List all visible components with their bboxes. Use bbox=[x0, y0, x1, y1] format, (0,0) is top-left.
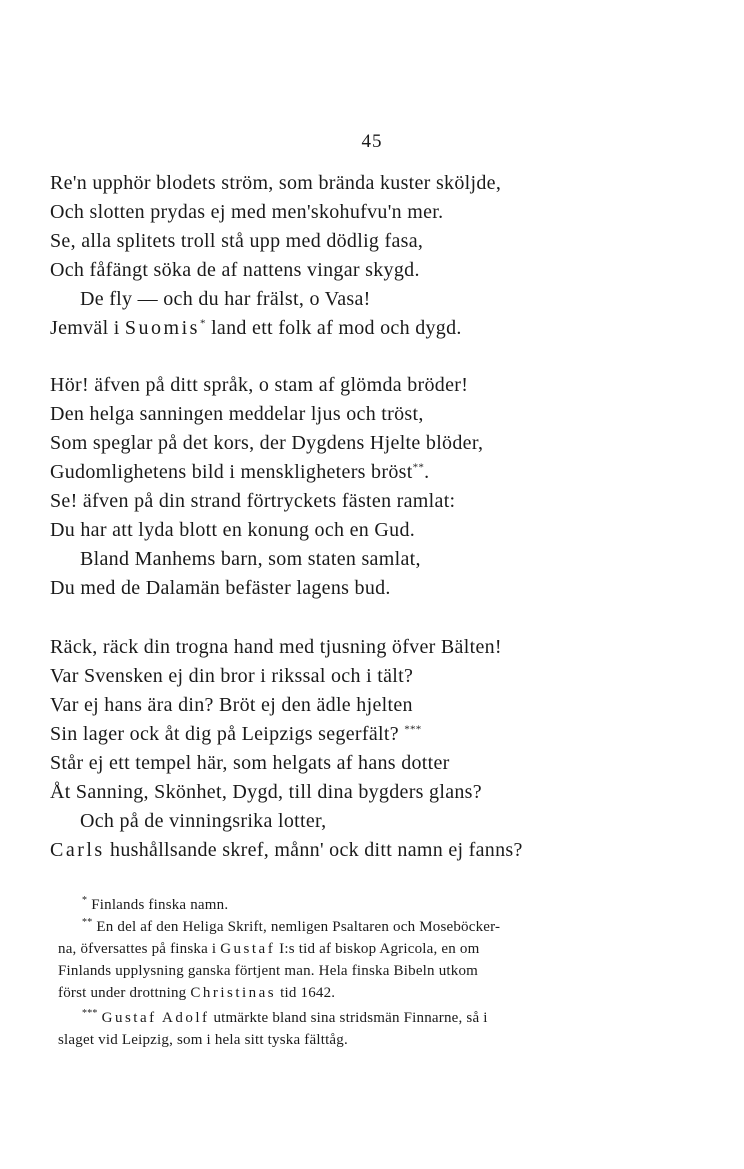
poem-line: Var Svensken ej din bror i rikssal och i tält? bbox=[50, 665, 414, 687]
footnote-text: tid 1642. bbox=[280, 985, 336, 1001]
footnote-text: utmärkte bland sina stridsmän Finnarne, så i bbox=[213, 1010, 488, 1026]
footnote-line bbox=[58, 941, 480, 958]
poem-line: Och slotten prydas ej med men'skohufvu'n mer. bbox=[50, 201, 444, 223]
poem-line bbox=[50, 839, 523, 862]
footnote-line: Finlands upplysning ganska förtjent man. Hela finska Bibeln utkom bbox=[58, 963, 479, 979]
footnote-text: na, öfversattes på finska i bbox=[58, 941, 217, 957]
poem-line: Var ej hans ära din? Bröt ej den ädle hjelten bbox=[50, 694, 413, 716]
footnote-line bbox=[82, 1010, 488, 1027]
poem-line: Hör! äfven på ditt språk, o stam af glömda bröder! bbox=[50, 374, 469, 396]
footnote-text: En del af den Heliga Skrift, nemligen Psaltaren och Moseböcker- bbox=[96, 919, 501, 935]
footnote-line bbox=[82, 897, 228, 914]
footnote-ref: * bbox=[199, 317, 206, 330]
poem-text: land ett folk af mod och dygd. bbox=[211, 317, 462, 339]
poem-line: Du med de Dalamän befäster lagens bud. bbox=[50, 577, 391, 599]
footnote-mark: *** bbox=[82, 1008, 98, 1019]
poem-text: hushållsande skref, månn' ock ditt namn ej fanns? bbox=[110, 839, 523, 861]
spaced-word: Gustaf bbox=[220, 941, 276, 957]
poem-line: Och fåfängt söka de af nattens vingar skygd. bbox=[50, 259, 420, 281]
poem-line: Se, alla splitets troll stå upp med dödlig fasa, bbox=[50, 230, 424, 252]
poem-text: Sin lager ock åt dig på Leipzigs segerfält? bbox=[50, 723, 399, 745]
poem-line: Räck, räck din trogna hand med tjusning öfver Bälten! bbox=[50, 636, 502, 658]
footnote-mark: * bbox=[82, 895, 88, 906]
poem-line: Re'n upphör blodets ström, som brända kuster sköljde, bbox=[50, 172, 502, 194]
spaced-word: Gustaf Adolf bbox=[101, 1010, 210, 1026]
poem-line bbox=[50, 317, 462, 340]
poem-line: Se! äfven på din strand förtryckets fästen ramlat: bbox=[50, 490, 456, 512]
footnote-text: I:s tid af biskop Agricola, en om bbox=[279, 941, 480, 957]
poem-line bbox=[50, 723, 422, 746]
poem-line: Bland Manhems barn, som staten samlat, bbox=[80, 548, 421, 570]
poem-line: Står ej ett tempel här, som helgats af hans dotter bbox=[50, 752, 450, 774]
footnote-text: först under drottning bbox=[58, 985, 187, 1001]
poem-line: Du har att lyda blott en konung och en Gud. bbox=[50, 519, 416, 541]
spaced-word: Christinas bbox=[190, 985, 277, 1001]
poem-text: . bbox=[424, 461, 430, 483]
footnote-mark: ** bbox=[82, 917, 93, 928]
spaced-word: Suomis bbox=[124, 317, 200, 339]
footnote-line bbox=[82, 919, 500, 936]
footnote-ref: *** bbox=[404, 723, 422, 736]
poem-line: Som speglar på det kors, der Dygdens Hjelte blöder, bbox=[50, 432, 484, 454]
poem-line: Den helga sanningen meddelar ljus och tröst, bbox=[50, 403, 424, 425]
spaced-word: Carls bbox=[50, 839, 105, 861]
poem-text: Gudomlighetens bild i menskligheters bröst bbox=[50, 461, 413, 483]
poem-line bbox=[50, 461, 429, 484]
poem-text: Jemväl i bbox=[50, 317, 120, 339]
footnote-line bbox=[58, 985, 335, 1002]
poem-line: Och på de vinningsrika lotter, bbox=[80, 810, 327, 832]
page-number: 45 bbox=[361, 131, 383, 152]
footnote-ref: ** bbox=[412, 461, 425, 474]
footnote-text: Finlands finska namn. bbox=[91, 897, 229, 913]
poem-line: Åt Sanning, Skönhet, Dygd, till dina bygders glans? bbox=[50, 781, 482, 803]
poem-line: De fly — och du har frälst, o Vasa! bbox=[80, 288, 371, 310]
footnote-line: slaget vid Leipzig, som i hela sitt tyska fälttåg. bbox=[58, 1032, 348, 1048]
